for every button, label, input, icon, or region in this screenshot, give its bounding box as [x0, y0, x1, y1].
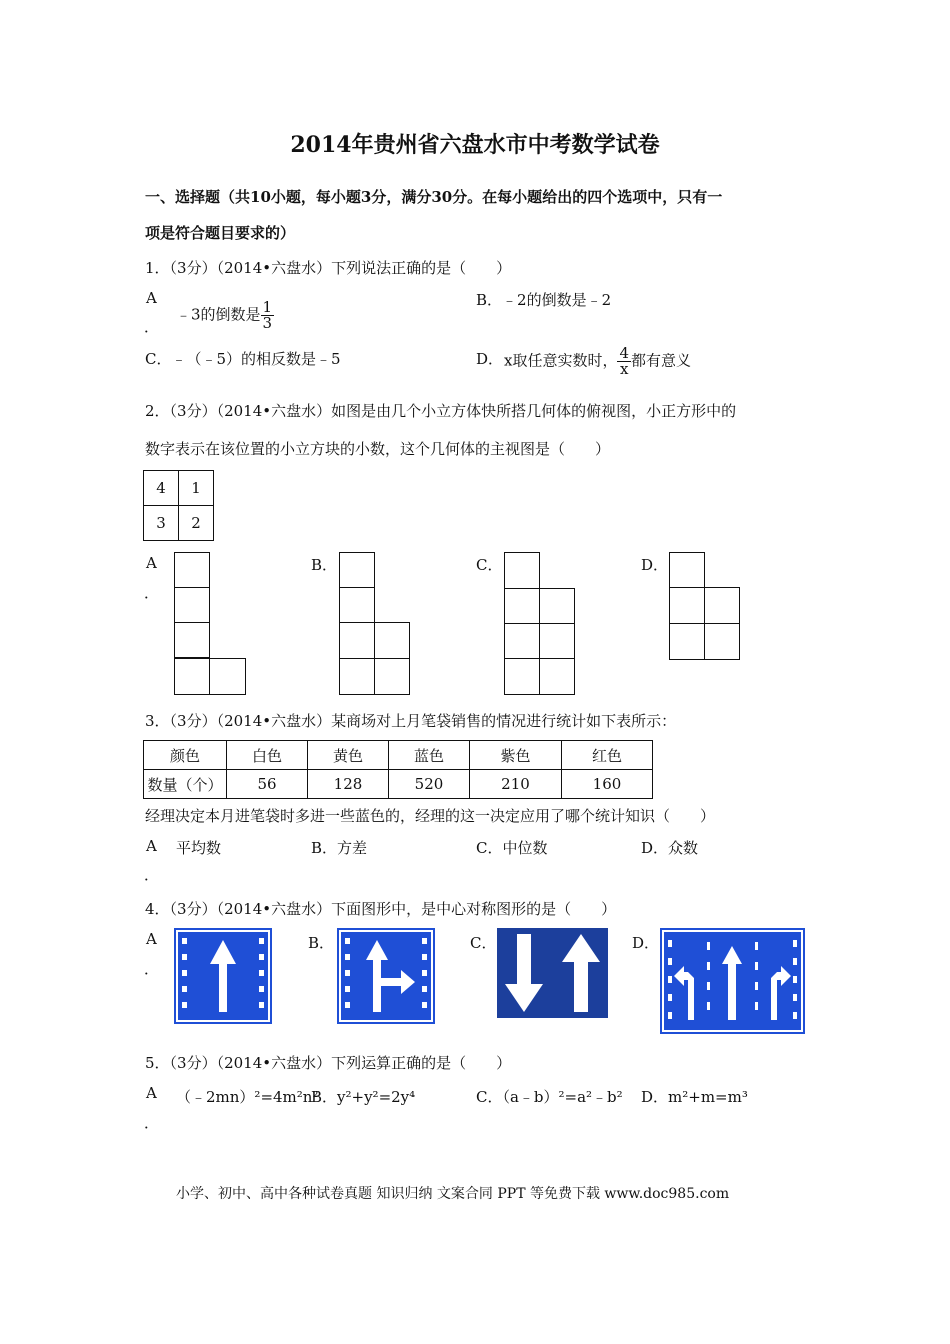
q3-option-a-label: A — [146, 837, 157, 855]
cube-square — [374, 622, 410, 659]
grid-cell: 2 — [179, 506, 214, 541]
cube-square — [174, 552, 210, 588]
q4-option-b-label: B． — [308, 934, 335, 952]
fraction-numerator: 4 — [619, 344, 630, 362]
q1-option-d — [504, 346, 691, 377]
q4-option-a-dot: ． — [144, 960, 160, 978]
cube-square — [339, 552, 375, 588]
q1-option-a-dot: ． — [144, 318, 160, 336]
fraction-denominator: 3 — [262, 314, 273, 332]
q3-option-b: B．方差 — [311, 839, 368, 857]
cube-square — [504, 552, 540, 589]
q5-option-c: C．（a﹣b）²=a²﹣b² — [476, 1088, 623, 1106]
fraction-denominator: x — [620, 360, 629, 378]
table-cell: 56 — [227, 770, 308, 799]
cube-square — [374, 658, 410, 695]
cube-square — [669, 552, 705, 588]
q3-option-a: 平均数 — [176, 839, 222, 857]
traffic-sign-straight-right-icon — [337, 928, 435, 1024]
cube-square — [174, 587, 210, 623]
table-cell: 数量（个） — [144, 770, 227, 799]
cube-square — [539, 588, 575, 624]
q1-option-a-text: ﹣3的倒数是 — [176, 305, 261, 324]
q5-stem: 5．（3分）（2014•六盘水）下列运算正确的是（ ） — [145, 1054, 512, 1072]
cube-square — [504, 623, 540, 659]
footer-text: 小学、初中、高中各种试卷真题 知识归纳 文案合同 PPT 等免费下载 www.doc985.com — [176, 1186, 730, 1202]
q3-option-d: D．众数 — [641, 839, 699, 857]
q1-option-a-label: A — [146, 289, 157, 307]
grid-cell: 4 — [144, 471, 179, 506]
table-header-cell: 蓝色 — [389, 741, 470, 770]
table-row — [144, 770, 653, 799]
q1-option-d-fraction — [617, 346, 631, 377]
q4-option-d-label: D． — [632, 934, 660, 952]
table-header-cell: 紫色 — [470, 741, 562, 770]
table-cell: 128 — [308, 770, 389, 799]
q3-option-c: C．中位数 — [476, 839, 548, 857]
q1-option-d-text-pre: x取任意实数时， — [504, 351, 618, 370]
section-heading-line2: 项是符合题目要求的） — [145, 224, 296, 242]
cube-square — [669, 623, 705, 660]
cube-square — [174, 658, 210, 695]
page-title: 2014年贵州省六盘水市中考数学试卷 — [290, 132, 660, 158]
cube-square — [539, 623, 575, 659]
q2-option-a-label: A — [146, 554, 157, 572]
table-header-cell: 颜色 — [144, 741, 227, 770]
table-header-cell: 黄色 — [308, 741, 389, 770]
q1-option-c: C．﹣（﹣5）的相反数是﹣5 — [145, 350, 341, 368]
sales-table — [143, 740, 653, 799]
table-cell: 160 — [562, 770, 653, 799]
q1-option-d-label: D． — [476, 350, 504, 368]
cube-square — [504, 588, 540, 624]
top-view-grid — [143, 470, 214, 541]
grid-cell: 3 — [144, 506, 179, 541]
table-cell: 210 — [470, 770, 562, 799]
cube-square — [339, 587, 375, 623]
q3-stem: 3．（3分）（2014•六盘水）某商场对上月笔袋销售的情况进行统计如下表所示： — [145, 712, 677, 730]
q1-option-a-fraction — [261, 300, 275, 331]
q5-option-a-label: A — [146, 1084, 157, 1102]
cube-square — [704, 623, 740, 660]
q2-option-c-label: C． — [476, 556, 503, 574]
q1-option-d-text-post: 都有意义 — [631, 351, 692, 370]
cube-square — [669, 587, 705, 624]
traffic-sign-two-way-icon — [497, 928, 608, 1018]
table-header-cell: 红色 — [562, 741, 653, 770]
cube-square — [339, 622, 375, 659]
q1-option-a — [176, 300, 274, 331]
cube-square — [174, 622, 210, 658]
q4-option-a-label: A — [146, 930, 157, 948]
q5-option-d: D．m²+m=m³ — [641, 1088, 748, 1106]
traffic-sign-lanes-icon — [660, 928, 805, 1034]
q5-option-b: B．y²+y²=2y⁴ — [311, 1088, 416, 1106]
q1-option-b: B．﹣2的倒数是﹣2 — [476, 291, 612, 309]
q4-option-c-label: C． — [470, 934, 497, 952]
traffic-sign-straight-icon — [174, 928, 272, 1024]
cube-square — [339, 658, 375, 695]
q3-after-text: 经理决定本月进笔袋时多进一些蓝色的，经理的这一决定应用了哪个统计知识（ ） — [145, 807, 716, 825]
q2-option-b-label: B． — [311, 556, 338, 574]
q3-option-a-dot: ． — [144, 866, 160, 884]
fraction-numerator: 1 — [262, 298, 273, 316]
cube-square — [704, 587, 740, 624]
section-heading-line1: 一、选择题（共10小题，每小题3分，满分30分。在每小题给出的四个选项中，只有一 — [145, 188, 723, 206]
cube-square — [539, 658, 575, 695]
q5-option-a: （﹣2mn）²=4m²n² — [176, 1088, 319, 1106]
table-header-row — [144, 741, 653, 770]
q2-stem-line1: 2．（3分）（2014•六盘水）如图是由几个小立方体快所搭几何体的俯视图，小正方形中的 — [145, 402, 737, 420]
q2-stem-line2: 数字表示在该位置的小立方块的小数，这个几何体的主视图是（ ） — [145, 440, 611, 458]
q2-option-d-label: D． — [641, 556, 669, 574]
cube-square — [209, 658, 246, 695]
table-header-cell: 白色 — [227, 741, 308, 770]
table-cell: 520 — [389, 770, 470, 799]
cube-square — [504, 658, 540, 695]
grid-cell: 1 — [179, 471, 214, 506]
q4-stem: 4．（3分）（2014•六盘水）下面图形中，是中心对称图形的是（ ） — [145, 900, 617, 918]
q1-stem: 1．（3分）（2014•六盘水）下列说法正确的是（ ） — [145, 259, 512, 277]
q5-option-a-dot: ． — [144, 1114, 160, 1132]
q2-option-a-dot: ． — [144, 584, 160, 602]
